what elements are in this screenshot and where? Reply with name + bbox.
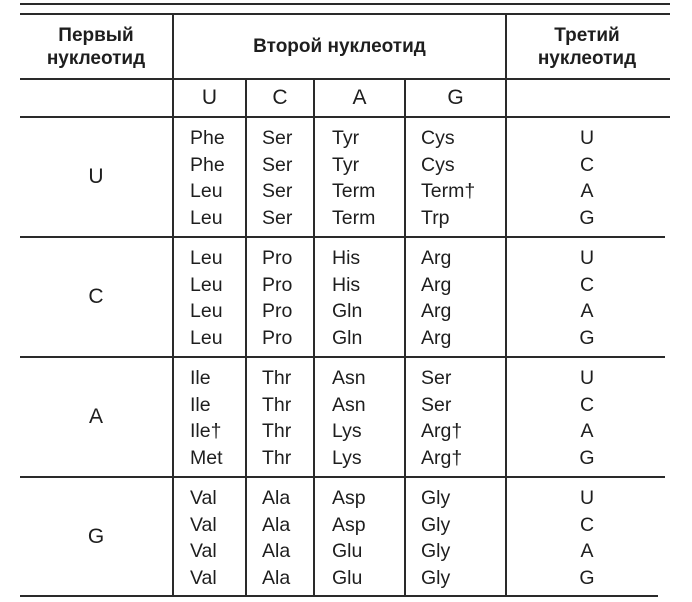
amino-acid: Asp — [332, 487, 366, 509]
third-base: U — [579, 367, 595, 389]
header-third-line2: нуклеотид — [537, 47, 637, 69]
header-first-line1: Первый — [58, 24, 134, 46]
amino-acid-column-a — [332, 125, 375, 231]
amino-acid: Cys — [421, 153, 455, 176]
second-base-g: G — [447, 86, 464, 109]
amino-acid: Ala — [262, 540, 291, 562]
amino-acid: Leu — [190, 206, 223, 229]
amino-acid: Thr — [262, 446, 292, 469]
third-base: U — [579, 247, 595, 269]
amino-acid-column-u — [190, 365, 223, 471]
amino-acid: Ser — [421, 393, 452, 416]
first-base-c: C — [88, 285, 104, 308]
second-base-u: U — [201, 86, 218, 109]
amino-acid: Ile — [190, 367, 211, 389]
amino-acid: Ser — [262, 127, 293, 149]
third-base: G — [579, 446, 595, 469]
divider-u-c — [245, 78, 247, 597]
amino-acid: Pro — [262, 273, 293, 296]
amino-acid: Ile — [190, 393, 211, 416]
third-base: U — [579, 127, 595, 149]
third-base: C — [579, 393, 595, 416]
third-base-column — [507, 485, 667, 591]
amino-acid-column-c — [262, 245, 292, 351]
third-base: C — [579, 273, 595, 296]
amino-acid-column-a — [332, 485, 366, 591]
amino-acid: Arg — [421, 326, 452, 349]
amino-acid: Val — [190, 566, 217, 589]
amino-acid: Pro — [262, 300, 293, 322]
amino-acid: Pro — [262, 247, 293, 269]
amino-acid: Met — [190, 446, 223, 469]
amino-acid: Glu — [332, 540, 363, 562]
amino-acid: Thr — [262, 367, 292, 389]
amino-acid: Thr — [262, 393, 292, 416]
amino-acid: Tyr — [332, 127, 360, 149]
amino-acid: Ser — [262, 153, 293, 176]
first-base-u: U — [88, 165, 104, 188]
amino-acid: Gly — [421, 487, 451, 509]
amino-acid: Leu — [190, 273, 223, 296]
amino-acid: Val — [190, 540, 217, 562]
amino-acid-column-u — [190, 485, 217, 591]
amino-acid: Trp — [421, 206, 450, 229]
amino-acid: Pro — [262, 326, 293, 349]
third-base: A — [580, 540, 594, 562]
second-base-c: C — [272, 86, 288, 109]
amino-acid-column-c — [262, 365, 291, 471]
amino-acid-column-g — [421, 245, 451, 351]
third-base-column — [507, 245, 667, 351]
amino-acid: Arg† — [421, 446, 463, 469]
amino-acid: Ile† — [190, 420, 222, 442]
amino-acid: His — [332, 247, 361, 269]
amino-acid: Term† — [421, 180, 476, 202]
amino-acid: Ser — [421, 367, 452, 389]
amino-acid: Leu — [190, 326, 223, 349]
top-rule-outer — [20, 3, 670, 5]
amino-acid: Val — [190, 513, 217, 536]
third-base-column — [507, 365, 667, 471]
amino-acid: Leu — [190, 300, 223, 322]
third-base: A — [580, 420, 594, 442]
amino-acid: Gly — [421, 540, 451, 562]
amino-acid: Ala — [262, 487, 291, 509]
amino-acid: Asn — [332, 367, 366, 389]
amino-acid-column-u — [190, 245, 223, 351]
amino-acid: Lys — [332, 420, 362, 442]
third-base: G — [579, 206, 595, 229]
first-base-a: A — [88, 405, 103, 428]
amino-acid: Arg — [421, 247, 452, 269]
amino-acid-column-c — [262, 125, 292, 231]
third-base: U — [579, 487, 595, 509]
divider-c-a — [313, 78, 315, 597]
amino-acid: Leu — [190, 247, 223, 269]
amino-acid: Thr — [262, 420, 292, 442]
third-base: A — [580, 180, 594, 202]
third-base: G — [579, 326, 595, 349]
header-third-line1: Третий — [554, 24, 620, 46]
amino-acid: Gly — [421, 513, 451, 536]
header-first-line2: нуклеотид — [46, 47, 146, 69]
amino-acid: Cys — [421, 127, 455, 149]
amino-acid-column-g — [421, 365, 462, 471]
amino-acid: Lys — [332, 446, 362, 469]
amino-acid: His — [332, 273, 361, 296]
amino-acid-column-a — [332, 245, 362, 351]
divider-a-g — [404, 78, 406, 597]
header-first-nucleotide — [20, 15, 172, 78]
amino-acid: Term — [332, 206, 376, 229]
amino-acid: Tyr — [332, 153, 360, 176]
third-base: G — [579, 566, 595, 589]
amino-acid: Arg — [421, 300, 452, 322]
amino-acid-column-a — [332, 365, 366, 471]
amino-acid: Arg — [421, 273, 452, 296]
third-base: A — [580, 300, 594, 322]
third-base: C — [579, 153, 595, 176]
amino-acid: Phe — [190, 153, 225, 176]
amino-acid: Gly — [421, 566, 451, 589]
amino-acid-column-c — [262, 485, 290, 591]
second-base-a: A — [352, 86, 367, 109]
amino-acid: Ser — [262, 206, 293, 229]
amino-acid: Gln — [332, 326, 363, 349]
amino-acid-column-g — [421, 485, 450, 591]
amino-acid: Leu — [190, 180, 223, 202]
amino-acid: Gln — [332, 300, 363, 322]
third-base-column — [507, 125, 667, 231]
amino-acid: Ser — [262, 180, 293, 202]
amino-acid: Ala — [262, 566, 291, 589]
first-base-g: G — [87, 525, 105, 548]
amino-acid-column-g — [421, 125, 475, 231]
amino-acid: Asn — [332, 393, 366, 416]
amino-acid: Glu — [332, 566, 363, 589]
header-third-nucleotide — [507, 15, 667, 78]
amino-acid: Term — [332, 180, 376, 202]
amino-acid: Val — [190, 487, 217, 509]
amino-acid: Ala — [262, 513, 291, 536]
header-second-nucleotide: Второй нуклеотид — [253, 36, 426, 57]
amino-acid: Arg† — [421, 420, 463, 442]
amino-acid: Asp — [332, 513, 366, 536]
amino-acid-column-u — [190, 125, 225, 231]
third-base: C — [579, 513, 595, 536]
amino-acid: Phe — [190, 127, 225, 149]
